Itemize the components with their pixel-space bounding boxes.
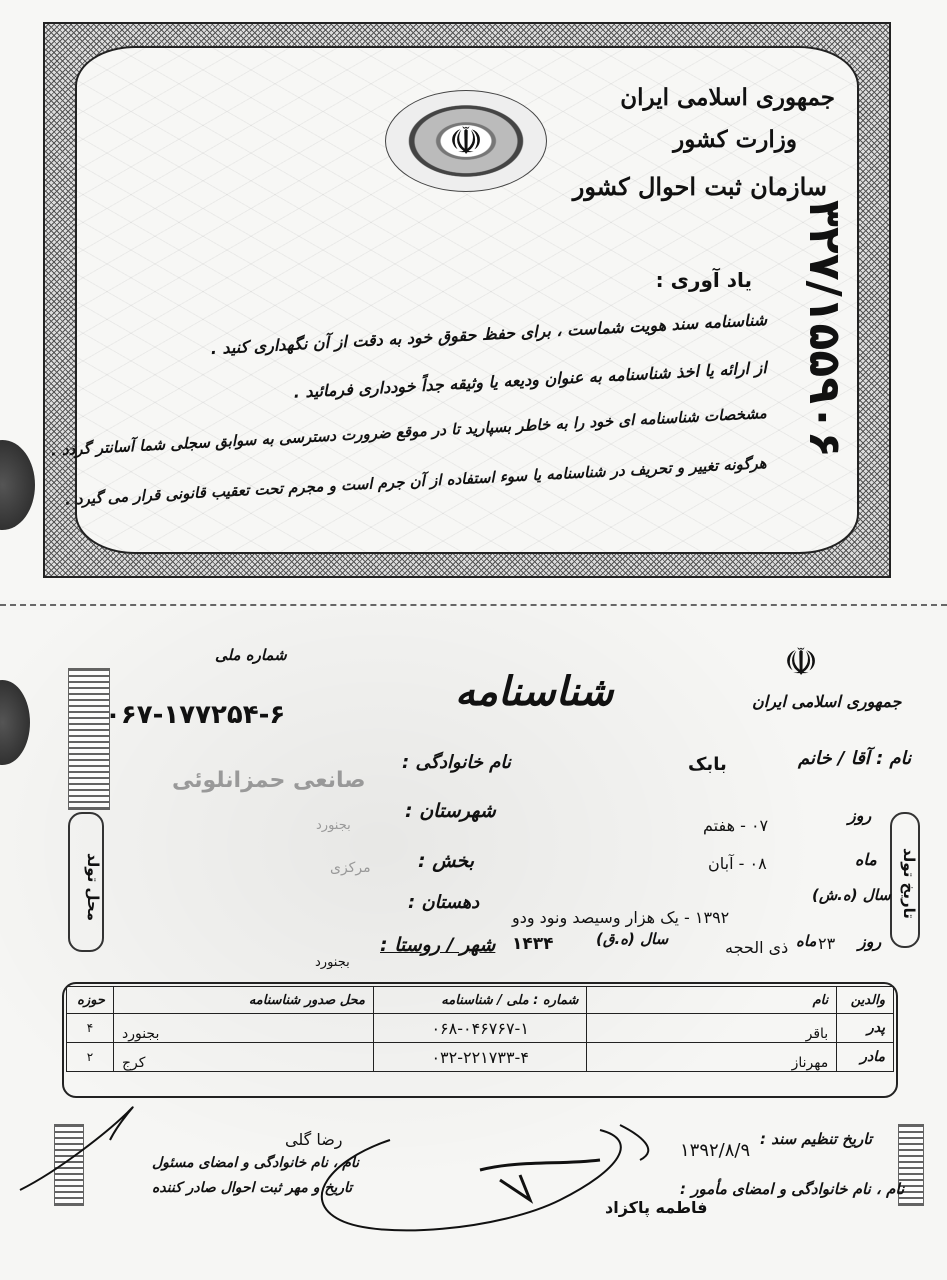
officer-name: فاطمه پاکزاد bbox=[605, 1198, 708, 1217]
signature-stroke bbox=[20, 1107, 133, 1190]
name-label: نام : آقا / خانم bbox=[798, 748, 912, 769]
organization-heading: سازمان ثبت احوال کشور bbox=[572, 172, 827, 201]
col-header-parents: والدین bbox=[837, 987, 894, 1014]
first-name: بابک bbox=[688, 754, 727, 775]
signature-stroke bbox=[322, 1130, 621, 1230]
national-id: ۰۶۷-۱۷۷۲۵۴-۶ bbox=[105, 700, 286, 730]
officer-label: نام ، نام خانوادگی و امضای مأمور : bbox=[680, 1180, 905, 1198]
birthplace-box-label: محل تولد bbox=[84, 852, 102, 922]
county-label: شهرستان : bbox=[405, 800, 496, 822]
issue-place-cell: بجنورد bbox=[113, 1014, 373, 1043]
reminder-line: شناسنامه سند هویت شماست ، برای حفظ حقوق خود به دقت از آن نگهداری کنید . bbox=[210, 310, 768, 359]
relation-cell: مادر bbox=[837, 1043, 894, 1072]
year-label: سال (ه.ش) bbox=[812, 886, 891, 904]
district: مرکزی bbox=[330, 860, 371, 876]
col-header-id: شماره : ملی / شناسنامه bbox=[373, 987, 586, 1014]
name-cell: باقر bbox=[587, 1014, 837, 1043]
county: بجنورد bbox=[316, 818, 351, 833]
zone-cell: ۲ bbox=[67, 1043, 114, 1072]
hijri-day: ۲۳ bbox=[818, 934, 836, 953]
city: بجنورد bbox=[315, 955, 350, 970]
birth-year: ۱۳۹۲ - یک هزار وسیصد ونود ودو bbox=[512, 908, 730, 927]
reminder-line: مشخصات شناسنامه ای خود را به خاطر بسپارید تا در موقع ضرورت دسترسی به سوابق سجلی شما آسانتر گردد . bbox=[50, 404, 768, 460]
zone-cell: ۴ bbox=[67, 1014, 114, 1043]
relation-cell: پدر bbox=[837, 1014, 894, 1043]
serial-number: ۳۲۷/۱۵۵۹۰۶ bbox=[799, 200, 850, 458]
district-label: بخش : bbox=[418, 850, 474, 872]
iran-emblem-icon: ☫ bbox=[448, 119, 484, 163]
rural-district-label: دهستان : bbox=[408, 892, 480, 913]
hijri-year-label: سال (ه.ق) bbox=[596, 930, 669, 948]
issue-date-label: تاریخ تنظیم سند : bbox=[760, 1130, 872, 1148]
signature-stroke bbox=[620, 1125, 648, 1160]
hijri-year: ۱۴۳۴ bbox=[512, 934, 554, 954]
responsible-label: نام ، نام خانوادگی و امضای مسئول bbox=[152, 1155, 360, 1171]
col-header-issue-place: محل صدور شناسنامه bbox=[113, 987, 373, 1014]
issue-date: ۱۳۹۲/۸/۹ bbox=[680, 1140, 751, 1161]
reminder-line: هرگونه تغییر و تحریف در شناسنامه یا سوء استفاده از آن جرم است و مجرم تحت تعقیب قانونی قرار می گیرد . bbox=[64, 454, 768, 509]
reminder-line: از ارائه یا اخذ شناسنامه به عنوان ودیعه یا وثیقه جداً خودداری فرمائید . bbox=[293, 358, 768, 402]
signature-stroke bbox=[480, 1160, 600, 1200]
issuer-stamp-label: تاریخ و مهر ثبت احوال صادر کننده bbox=[152, 1180, 353, 1196]
family-name-label: نام خانوادگی : bbox=[402, 752, 511, 773]
document-title: شناسنامه bbox=[455, 668, 614, 715]
family-name: صانعی حمزانلوئی bbox=[172, 768, 366, 793]
iran-emblem-icon: ☫ bbox=[784, 640, 819, 684]
issue-place-cell: کرج bbox=[113, 1043, 373, 1072]
hijri-month: ذی الحجه bbox=[725, 938, 789, 957]
day-label: روز bbox=[848, 806, 872, 825]
birth-day: ۰۷ - هفتم bbox=[703, 816, 769, 835]
month-label: ماه bbox=[855, 850, 877, 869]
col-header-name: نام bbox=[587, 987, 837, 1014]
republic-heading: جمهوری اسلامی ایران bbox=[620, 84, 835, 111]
birth-date-label: تاریخ تولد bbox=[900, 847, 918, 919]
hijri-month-label: ماه bbox=[796, 932, 817, 950]
republic-label: جمهوری اسلامی ایران bbox=[752, 692, 902, 711]
hijri-day-label: روز bbox=[858, 932, 882, 951]
national-id-label: شماره ملی bbox=[215, 646, 287, 664]
reminder-title: یاد آوری : bbox=[655, 268, 752, 292]
ministry-heading: وزارت کشور bbox=[673, 126, 797, 153]
id-cell: ۰۳۲-۲۲۱۷۳۳-۴ bbox=[373, 1043, 586, 1072]
col-header-zone: حوزه bbox=[67, 987, 114, 1014]
id-cell: ۰۶۸-۰۴۶۷۶۷-۱ bbox=[373, 1014, 586, 1043]
responsible-name: رضا گلی bbox=[285, 1130, 343, 1149]
name-cell: مهرناز bbox=[587, 1043, 837, 1072]
city-label: شهر / روستا : bbox=[380, 934, 496, 956]
birth-month: ۰۸ - آبان bbox=[708, 854, 767, 873]
